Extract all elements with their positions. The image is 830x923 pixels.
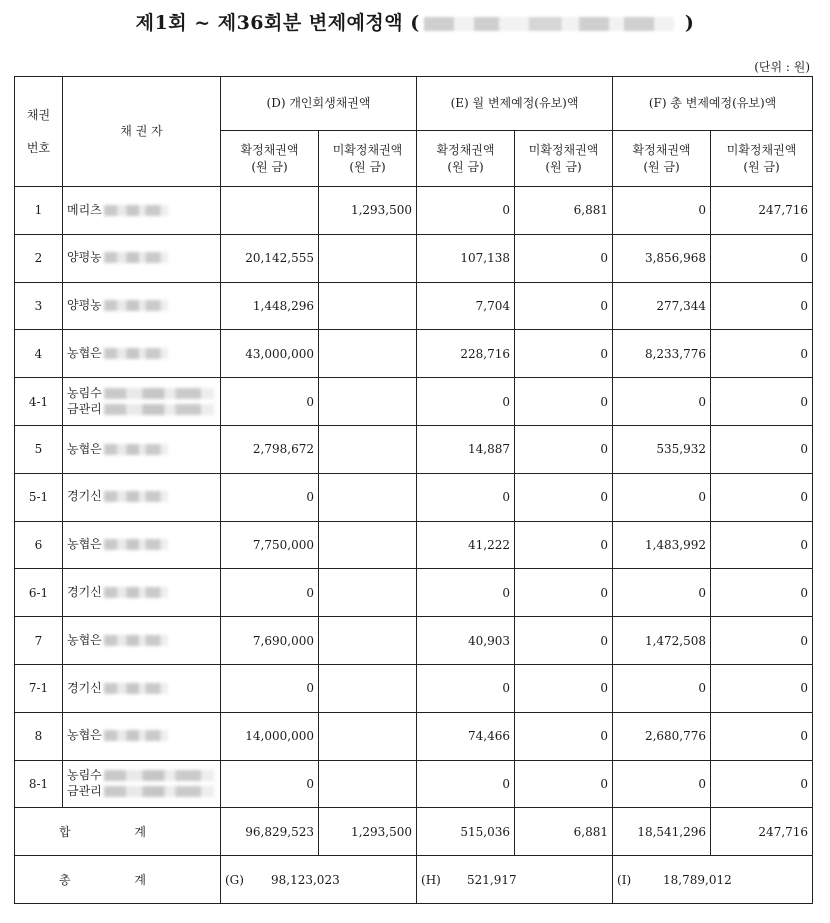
- unit-label: (단위 : 원): [754, 60, 810, 74]
- creditor-visible-text: 농협은: [67, 537, 102, 552]
- subtotal-d1: 96,829,523: [221, 808, 319, 856]
- subtotal-d2: 1,293,500: [319, 808, 417, 856]
- amount-d1: 7,750,000: [221, 521, 319, 569]
- creditor-visible-text-2: 금관리: [67, 401, 102, 416]
- creditor-line1: [67, 203, 216, 219]
- amount-e2: 0: [515, 712, 613, 760]
- amount-f2: 0: [711, 569, 813, 617]
- title-suffix: ): [677, 12, 695, 34]
- amount-e1: 74,466: [417, 712, 515, 760]
- amount-f2: 0: [711, 378, 813, 426]
- creditor-visible-text: 메리츠: [67, 202, 102, 217]
- amount-f1: 535,932: [613, 425, 711, 473]
- amount-f1: 0: [613, 760, 711, 808]
- amount-d1: 0: [221, 569, 319, 617]
- creditor-name: [63, 378, 221, 426]
- amount-f2: 0: [711, 282, 813, 330]
- subtotal-e2: 6,881: [515, 808, 613, 856]
- amount-d2: [319, 425, 417, 473]
- table-body: [15, 187, 813, 904]
- amount-e2: 0: [515, 425, 613, 473]
- redacted-creditor: [104, 683, 168, 694]
- creditor-visible-text-2: 금관리: [67, 783, 102, 798]
- claim-no: 7: [15, 617, 63, 665]
- amount-d2: [319, 473, 417, 521]
- amount-e1: 7,704: [417, 282, 515, 330]
- header-f-unconfirmed: [711, 131, 813, 187]
- amount-d1: 0: [221, 664, 319, 712]
- total-g: [221, 856, 417, 904]
- subtotal-e1: 515,036: [417, 808, 515, 856]
- claim-no: 4-1: [15, 378, 63, 426]
- redacted-creditor: [104, 205, 168, 216]
- total-h: [417, 856, 613, 904]
- amount-e2: 0: [515, 378, 613, 426]
- creditor-line1: [67, 768, 216, 784]
- amount-e1: 14,887: [417, 425, 515, 473]
- creditor-visible-text: 농림수: [67, 768, 102, 783]
- creditor-name: [63, 712, 221, 760]
- claim-no: 4: [15, 330, 63, 378]
- amount-f1: 0: [613, 569, 711, 617]
- table-row: [15, 521, 813, 569]
- creditor-line1: [67, 633, 216, 649]
- amount-d1: 0: [221, 473, 319, 521]
- creditor-name: [63, 473, 221, 521]
- amount-e1: 0: [417, 664, 515, 712]
- header-e-confirmed: [417, 131, 515, 187]
- table-row: [15, 664, 813, 712]
- creditor-name: [63, 569, 221, 617]
- claim-no: 3: [15, 282, 63, 330]
- amount-f1: 1,483,992: [613, 521, 711, 569]
- total-g-value: 98,123,023: [271, 872, 340, 887]
- creditor-visible-text: 농협은: [67, 632, 102, 647]
- amount-d1: [221, 187, 319, 235]
- creditor-line1: [67, 298, 216, 314]
- creditor-visible-text: 농협은: [67, 728, 102, 743]
- amount-e1: 0: [417, 569, 515, 617]
- creditor-visible-text: 경기신: [67, 680, 102, 695]
- header-confirmed-line1: 확정채권액: [632, 143, 691, 158]
- creditor-visible-text: 농협은: [67, 441, 102, 456]
- creditor-name: [63, 521, 221, 569]
- amount-d2: [319, 664, 417, 712]
- redacted-creditor: [104, 786, 214, 797]
- creditor-name: [63, 330, 221, 378]
- subtotal-row: [15, 808, 813, 856]
- amount-e2: 0: [515, 664, 613, 712]
- header-unconfirmed-line2: (원 금): [349, 159, 386, 174]
- amount-f1: 3,856,968: [613, 234, 711, 282]
- amount-e2: 0: [515, 521, 613, 569]
- table-row: [15, 712, 813, 760]
- amount-d2: [319, 234, 417, 282]
- header-claim-no-line1: 채권: [26, 108, 51, 123]
- amount-f2: 0: [711, 521, 813, 569]
- amount-d1: 0: [221, 760, 319, 808]
- claim-no: 1: [15, 187, 63, 235]
- subtotal-f1: 18,541,296: [613, 808, 711, 856]
- amount-e2: 0: [515, 234, 613, 282]
- table-row: [15, 234, 813, 282]
- redacted-creditor: [104, 252, 168, 263]
- title-prefix: 제1회 ~ 제36회분 변제예정액 (: [135, 12, 420, 34]
- amount-d2: [319, 330, 417, 378]
- header-group-e: (E) 월 변제예정(유보)액: [417, 77, 613, 131]
- claim-no: 8-1: [15, 760, 63, 808]
- creditor-line1: [67, 489, 216, 505]
- amount-d1: 20,142,555: [221, 234, 319, 282]
- claim-no: 6: [15, 521, 63, 569]
- amount-d1: 1,448,296: [221, 282, 319, 330]
- redacted-creditor: [104, 770, 214, 781]
- table-row: [15, 330, 813, 378]
- header-confirmed-line2: (원 금): [251, 159, 288, 174]
- page-title: [0, 8, 830, 35]
- header-e-unconfirmed: [515, 131, 613, 187]
- redacted-creditor: [104, 730, 168, 741]
- total-i-value: 18,789,012: [663, 872, 732, 887]
- header-f-confirmed: [613, 131, 711, 187]
- amount-f1: 0: [613, 473, 711, 521]
- amount-f2: 247,716: [711, 187, 813, 235]
- amount-f2: 0: [711, 760, 813, 808]
- amount-f1: 2,680,776: [613, 712, 711, 760]
- table-row: [15, 282, 813, 330]
- creditor-line1: [67, 250, 216, 266]
- total-row: [15, 856, 813, 904]
- redacted-creditor: [104, 388, 214, 399]
- amount-e2: 0: [515, 473, 613, 521]
- redacted-creditor: [104, 348, 168, 359]
- creditor-line1: [67, 728, 216, 744]
- creditor-line1: [67, 346, 216, 362]
- creditor-line1: [67, 585, 216, 601]
- amount-f2: 0: [711, 712, 813, 760]
- claim-no: 5-1: [15, 473, 63, 521]
- total-label: 총 계: [15, 856, 221, 904]
- amount-f2: 0: [711, 425, 813, 473]
- amount-f2: 0: [711, 617, 813, 665]
- total-i: [613, 856, 813, 904]
- amount-e2: 0: [515, 617, 613, 665]
- amount-e1: 0: [417, 473, 515, 521]
- amount-e2: 0: [515, 330, 613, 378]
- header-unconfirmed-line1: 미확정채권액: [528, 143, 599, 158]
- creditor-name: [63, 282, 221, 330]
- creditor-name: [63, 617, 221, 665]
- creditor-name: [63, 760, 221, 808]
- amount-e1: 0: [417, 760, 515, 808]
- redacted-creditor: [104, 539, 168, 550]
- creditor-visible-text: 양평농: [67, 298, 102, 313]
- creditor-visible-text: 경기신: [67, 489, 102, 504]
- header-claim-no: [15, 77, 63, 187]
- amount-f1: 0: [613, 378, 711, 426]
- amount-e2: 0: [515, 569, 613, 617]
- amount-e1: 40,903: [417, 617, 515, 665]
- amount-d2: [319, 760, 417, 808]
- header-claim-no-line2: 번호: [26, 140, 51, 155]
- redacted-date-range: [424, 17, 674, 31]
- amount-d2: [319, 617, 417, 665]
- amount-d1: 7,690,000: [221, 617, 319, 665]
- amount-e2: 6,881: [515, 187, 613, 235]
- redacted-creditor: [104, 635, 168, 646]
- amount-f2: 0: [711, 473, 813, 521]
- subtotal-label: 합 계: [15, 808, 221, 856]
- creditor-name: [63, 234, 221, 282]
- amount-f1: 0: [613, 664, 711, 712]
- header-unconfirmed-line2: (원 금): [743, 159, 780, 174]
- amount-d1: 43,000,000: [221, 330, 319, 378]
- header-group-d: (D) 개인회생채권액: [221, 77, 417, 131]
- amount-d2: [319, 521, 417, 569]
- total-h-tag: (H): [421, 872, 441, 887]
- creditor-name: [63, 187, 221, 235]
- creditor-name: [63, 664, 221, 712]
- amount-d1: 2,798,672: [221, 425, 319, 473]
- amount-e1: 107,138: [417, 234, 515, 282]
- amount-f1: 8,233,776: [613, 330, 711, 378]
- creditor-name: [63, 425, 221, 473]
- redacted-creditor: [104, 444, 168, 455]
- redacted-creditor: [104, 404, 214, 415]
- amount-e1: 0: [417, 187, 515, 235]
- amount-e2: 0: [515, 282, 613, 330]
- header-creditor: 채 권 자: [63, 77, 221, 187]
- amount-d2: 1,293,500: [319, 187, 417, 235]
- table-row: [15, 378, 813, 426]
- total-g-tag: (G): [225, 872, 244, 887]
- creditor-line2: [67, 402, 216, 418]
- header-d-confirmed: [221, 131, 319, 187]
- creditor-visible-text: 농협은: [67, 345, 102, 360]
- header-d-unconfirmed: [319, 131, 417, 187]
- table-row: [15, 569, 813, 617]
- redacted-creditor: [104, 587, 168, 598]
- amount-f1: 1,472,508: [613, 617, 711, 665]
- amount-e1: 0: [417, 378, 515, 426]
- amount-f2: 0: [711, 234, 813, 282]
- header-unconfirmed-line1: 미확정채권액: [726, 143, 797, 158]
- header-row-1: [15, 77, 813, 131]
- claim-no: 2: [15, 234, 63, 282]
- amount-d1: 0: [221, 378, 319, 426]
- amount-f2: 0: [711, 664, 813, 712]
- amount-d2: [319, 712, 417, 760]
- header-confirmed-line1: 확정채권액: [436, 143, 495, 158]
- redacted-creditor: [104, 300, 168, 311]
- claim-no: 8: [15, 712, 63, 760]
- amount-f1: 277,344: [613, 282, 711, 330]
- table-row: [15, 760, 813, 808]
- amount-f2: 0: [711, 330, 813, 378]
- repayment-table: [14, 76, 813, 904]
- claim-no: 5: [15, 425, 63, 473]
- header-unconfirmed-line2: (원 금): [545, 159, 582, 174]
- creditor-line1: [67, 442, 216, 458]
- creditor-visible-text: 경기신: [67, 584, 102, 599]
- amount-d2: [319, 378, 417, 426]
- amount-e2: 0: [515, 760, 613, 808]
- amount-e1: 41,222: [417, 521, 515, 569]
- creditor-line1: [67, 537, 216, 553]
- amount-e1: 228,716: [417, 330, 515, 378]
- total-h-value: 521,917: [467, 872, 517, 887]
- table-row: [15, 473, 813, 521]
- header-confirmed-line2: (원 금): [447, 159, 484, 174]
- creditor-visible-text: 농림수: [67, 385, 102, 400]
- table-row: [15, 617, 813, 665]
- subtotal-f2: 247,716: [711, 808, 813, 856]
- total-i-tag: (I): [617, 872, 632, 887]
- amount-f1: 0: [613, 187, 711, 235]
- creditor-line1: [67, 386, 216, 402]
- header-group-f: (F) 총 변제예정(유보)액: [613, 77, 813, 131]
- claim-no: 7-1: [15, 664, 63, 712]
- table-row: [15, 187, 813, 235]
- creditor-visible-text: 양평농: [67, 250, 102, 265]
- table-row: [15, 425, 813, 473]
- redacted-creditor: [104, 491, 168, 502]
- amount-d2: [319, 282, 417, 330]
- amount-d1: 14,000,000: [221, 712, 319, 760]
- creditor-line2: [67, 784, 216, 800]
- creditor-line1: [67, 681, 216, 697]
- claim-no: 6-1: [15, 569, 63, 617]
- header-confirmed-line2: (원 금): [643, 159, 680, 174]
- header-confirmed-line1: 확정채권액: [240, 143, 299, 158]
- amount-d2: [319, 569, 417, 617]
- header-unconfirmed-line1: 미확정채권액: [332, 143, 403, 158]
